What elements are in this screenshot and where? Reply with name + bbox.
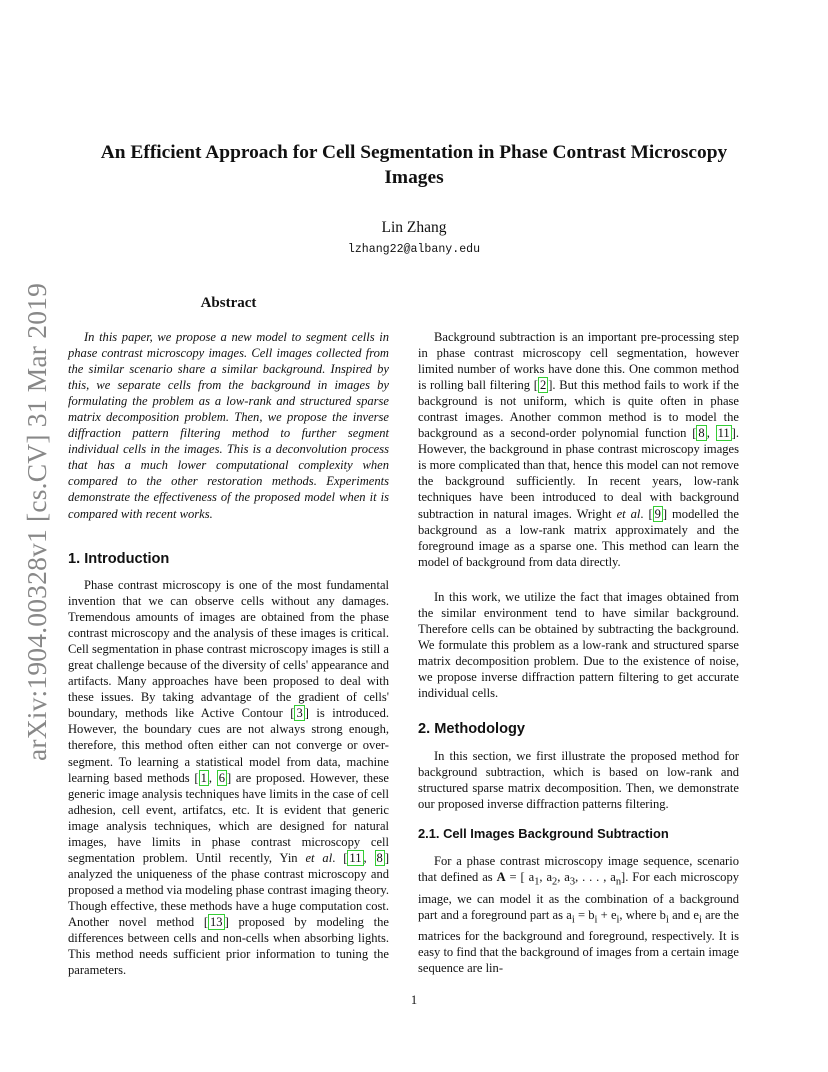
- subscript: i: [616, 914, 620, 926]
- intro-text: . However, the background in phase contrast microscopy images is more complicated than that, hence this model can not remove the background sufficiently. In recent years, low-rank techniques have been introduced to deal with background subtraction in natural images. Wright: [418, 426, 739, 521]
- intro-text: .: [332, 850, 344, 865]
- method-text: and e: [668, 907, 699, 922]
- subscript: i: [571, 914, 575, 926]
- method-text: are the matrices for the background and foreground, respectively. It is easy to find that the background of images from a certain image sequence are lin-: [418, 907, 739, 976]
- method-text: , . . . , a: [575, 870, 616, 885]
- citation-link[interactable]: 8: [698, 426, 705, 441]
- arxiv-id: arXiv:1904.00328v1 [cs.CV] 31 Mar 2019: [21, 282, 52, 762]
- subscript: i: [698, 914, 702, 926]
- subscript: 1: [534, 876, 540, 888]
- intro-text: .: [640, 506, 649, 521]
- intro-text: Phase contrast microscopy is one of the most fundamental invention that we can observe cells without any damages. Tremendous amounts of images are obtained from the phase contrast microscopy and the analysis of these images is critical. Cell segmentation in phase contrast microscopy images is still a great challenge because of the diversity of cells' appearance and artifacts. Many approaches have been proposed to deal with these issues. By taking advantage of the gradient of cells' boundary, methods like Active Contour: [68, 578, 389, 721]
- intro-text: . But this method fails to work if the background is not uniform, which is quite often in phase contrast images. Another common method is to model the background as a second-order polynomial function: [418, 378, 739, 441]
- citation-link[interactable]: 8: [376, 850, 383, 865]
- method-text: = [ a: [505, 870, 535, 885]
- paper-title: An Efficient Approach for Cell Segmentation in Phase Contrast Microscopy Images: [100, 142, 728, 188]
- method-text: , a: [539, 870, 553, 885]
- citation-link[interactable]: 9: [654, 506, 661, 521]
- intro-text: modelled the background as a low-rank matrix approximately and the foreground image as a sparse one. This method can learn the model of background from data directly.: [418, 506, 740, 569]
- citation-link[interactable]: 2: [539, 378, 547, 393]
- intro-text: is introduced. However, the boundary cues are not always strong enough, therefore, this method often either can not converge or over-segment. To learning a statistical model from data, machine learning based methods: [68, 706, 389, 785]
- abstract-heading: Abstract: [200, 295, 257, 311]
- citation-link[interactable]: 11: [717, 426, 730, 441]
- citation-link[interactable]: 13: [210, 914, 223, 929]
- methodology-heading: 2. Methodology: [418, 721, 526, 737]
- methodology-paragraph-1: In this section, we first illustrate the proposed method for background subtraction, which is based on low-rank and structured sparse matrix decomposition. Then, we demonstrate our proposed inverse diffraction patterns filtering.: [418, 749, 739, 812]
- intro-text: proposed by modeling the differences between cells and non-cells when absorbing lights. This method needs sufficient prior information to tuning the parameters.: [68, 914, 389, 978]
- method-text: = b: [574, 907, 595, 922]
- method-text: , where b: [619, 907, 666, 922]
- subscript: 2: [552, 876, 558, 888]
- methodology-paragraph-2: [418, 853, 739, 976]
- intro-text: analyzed the uniqueness of the phase contrast microscopy and proposed a method via modeling phase contrast imaging theory. Though effective, these methods have a huge computation cost. Another novel method: [68, 866, 389, 929]
- method-text: For a phase contrast microscopy image sequence, scenario that defined as: [418, 854, 739, 885]
- et-al: et al: [616, 506, 641, 521]
- intro-text: are proposed. However, these generic image analysis techniques have limits in the case of cell adhesion, cell event, artifatcs, etc. It is evident that generic image analysis techniques, which are designed for natural images, have limits in phase contrast microscopy cell segmentation problem. Until recently, Yin: [68, 770, 389, 865]
- subscript: i: [594, 914, 598, 926]
- method-text: , a: [557, 870, 570, 885]
- abstract-text: In this paper, we propose a new model to segment cells in phase contrast microscopy images. Cell images collected from the similar scenario share a similar background. Inspired by this, we separate cells from the background in images by formulating the problem as a low-rank and structured sparse matrix decomposition problem. Then, we propose the inverse diffraction pattern filtering method to further segment individual cells in the images. This is a deconvolution process that has a much lower computational complexity when compared to the other restoration methods. Experiments demonstrate the effectiveness of the proposed model when it is compared with recent works.: [68, 330, 389, 521]
- subscript: i: [665, 914, 669, 926]
- matrix-symbol: A: [496, 870, 506, 885]
- citation-link[interactable]: 3: [296, 706, 303, 721]
- et-al: et al: [305, 850, 333, 865]
- author-name: Lin Zhang: [381, 219, 447, 236]
- author-email: lzhang22@albany.edu: [347, 243, 481, 256]
- subscript: n: [615, 876, 622, 888]
- intro-paragraph-1: Phase contrast microscopy is one of the most fundamental invention that we can observe cells without any damages. Tremendous amounts of images are obtained from the phase contrast microscopy and the analysis of these images is critical. Cell segmentation in phase contrast microscopy images is still a great challenge because of the diversity of cells' appearance and artifacts. Many approaches have been proposed to deal with these issues. By taking advantage of the gradient of cells' boundary, methods like Active Contour [ 3 ] is introduced. However, the boundary cues are not always strong enough, therefore, this method often either can not converge or over-segment. To learning a statistical model from data, machine learning based methods [ 1 , 6 ] are proposed. However, these generic image analysis techniques have limits in the case of cell adhesion, cell event, artifatcs, etc. It is evident that generic image analysis techniques, which are designed for natural images, have limits in phase contrast microscopy cell segmentation problem. Until recently, Yin et al. [ 11 , 8 ] analyzed the uniqueness of the phase contrast microscopy and proposed a method via modeling phase contrast imaging theory. Though effective, these methods have a huge computation cost. Another novel method [ 13 ] proposed by modeling the differences between cells and non-cells when absorbing lights. This method needs sufficient prior information to tuning the parameters.: [68, 578, 389, 978]
- page-number: 1: [410, 993, 418, 1007]
- subscript: 3: [569, 876, 576, 888]
- intro-paragraph-2: Background subtraction is an important pre-processing step in phase contrast microscopy cell segmentation, however limited number of works have done this. One common method is rolling ball filtering [ 2 ]. But this method fails to work if the background is not uniform, which is quite often in phase contrast images. Another common method is to model the background as a second-order polynomial function [ 8 , 11 ]. However, the background in phase contrast microscopy images is more complicated than that, hence this model can not remove the background sufficiently. In recent years, low-rank techniques have been introduced to deal with background subtraction in natural images. Wright et al. [ 9 ] modelled the background as a low-rank matrix approximately and the foreground image as a sparse one. This method can learn the model of background from data directly.: [418, 330, 740, 569]
- intro-paragraph-3: In this work, we utilize the fact that images obtained from the similar environment tend to have similar background. Therefore cells can be obtained by subtracting the background. We formulate this problem as a low-rank and structured sparse matrix decomposition problem. Due to the existence of noise, we propose inverse diffraction pattern filtering to get accurate individual cells.: [418, 590, 739, 701]
- intro-text: Background subtraction is an important pre-processing step in phase contrast microscopy cell segmentation, however limited number of works have done this. One common method is rolling ball filtering: [418, 330, 739, 393]
- citation-link[interactable]: 6: [218, 770, 226, 785]
- introduction-heading: 1. Introduction: [68, 551, 170, 567]
- method-text: ]. For each microscopy image, we can model it as the combination of a background part and a foreground part as a: [418, 870, 739, 922]
- subsection-heading: 2.1. Cell Images Background Subtraction: [418, 826, 669, 841]
- citation-link[interactable]: 11: [349, 850, 362, 865]
- citation-link[interactable]: 1: [200, 770, 207, 785]
- method-text: + e: [597, 907, 617, 922]
